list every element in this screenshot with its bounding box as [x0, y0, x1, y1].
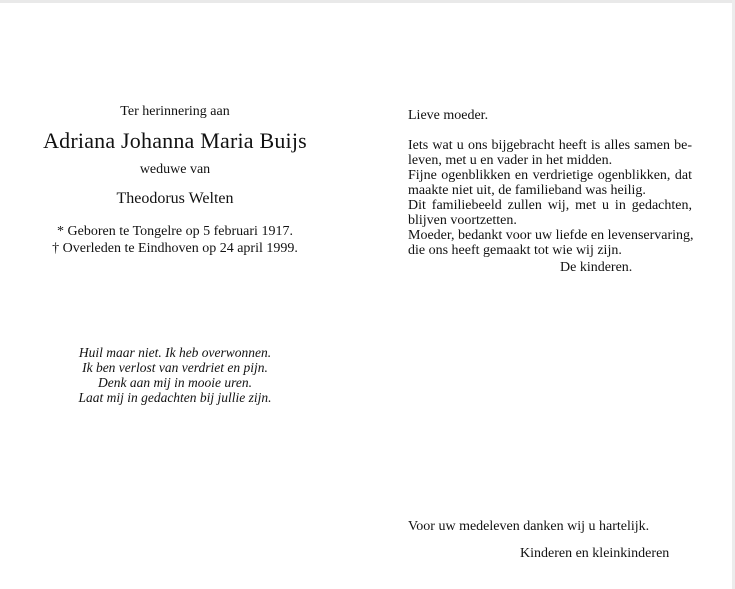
tribute-line: leven, met u en vader in het midden.: [408, 153, 613, 168]
scan-edge-top: [0, 0, 735, 3]
greeting: Lieve moeder.: [408, 108, 489, 123]
deceased-name: Adriana Johanna Maria Buijs: [43, 128, 307, 153]
widow-of-line: weduwe van: [139, 162, 211, 177]
tribute-line: blijven voortzetten.: [408, 213, 517, 228]
poem-line: Laat mij in gedachten bij jullie zijn.: [78, 390, 272, 405]
family-signature: Kinderen en kleinkinderen: [520, 546, 670, 561]
tribute-line: Dit familiebeeld zullen wij, met u in gedachten,: [408, 198, 692, 213]
poem-line: Huil maar niet. Ik heb overwonnen.: [78, 345, 272, 360]
tribute-line: Moeder, bedankt voor uw liefde en levenservaring,: [408, 228, 694, 243]
memorial-panel-right: [408, 108, 692, 258]
poem-line: Denk aan mij in mooie uren.: [98, 375, 252, 390]
birth-line: * Geboren te Tongelre op 5 februari 1917.: [57, 224, 293, 239]
life-dates: [30, 223, 320, 257]
intro-line: Ter herinnering aan: [120, 104, 230, 119]
tribute-line: maakte niet uit, de familieband was heilig.: [408, 183, 646, 198]
poem-line: Ik ben verlost van verdriet en pijn.: [82, 360, 268, 375]
children-signature: De kinderen.: [560, 260, 633, 275]
tribute-text: [408, 138, 692, 258]
thanks-line: Voor uw medeleven danken wij u hartelijk.: [408, 519, 650, 534]
tribute-line: Iets wat u ons bijgebracht heeft is alles samen be-: [408, 138, 692, 153]
poem: [30, 345, 320, 405]
husband-name: Theodorus Welten: [116, 190, 234, 207]
tribute-line: Fijne ogenblikken en verdrietige ogenblikken, dat: [408, 168, 692, 183]
death-line: † Overleden te Eindhoven op 24 april 1999.: [52, 241, 298, 256]
memorial-panel-left: [30, 103, 320, 257]
tribute-line: die ons heeft gemaakt tot wie wij zijn.: [408, 243, 622, 258]
